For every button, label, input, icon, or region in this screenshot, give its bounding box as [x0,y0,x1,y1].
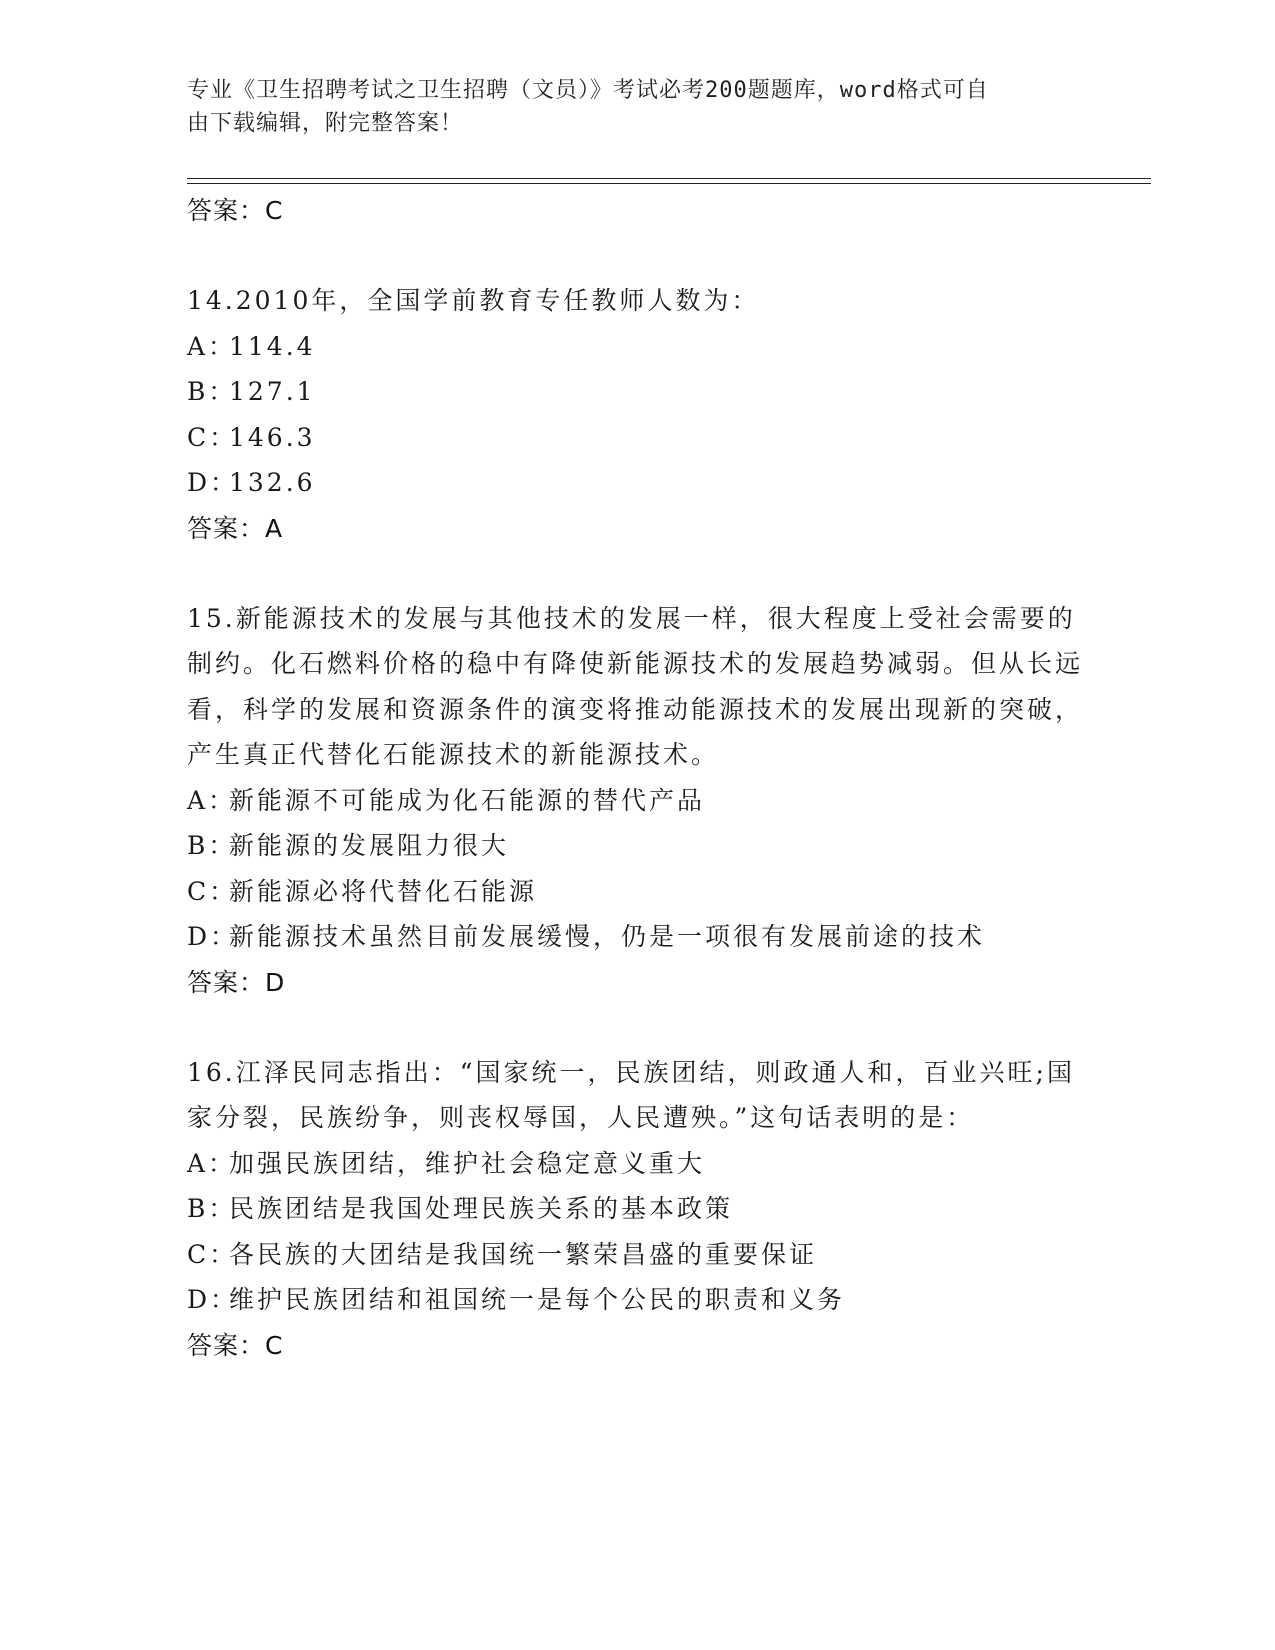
option-text: 各民族的大团结是我国统一繁荣昌盛的重要保证 [229,1239,818,1269]
option-label: A： [187,1148,237,1178]
answer-line: 答案：A [187,513,284,543]
option-label: B： [187,831,237,860]
header-line-1: 专业《卫生招聘考试之卫生招聘（文员）》考试必考200题题库，word格式可自 [187,78,989,103]
question-stem: 15.新能源技术的发展与其他技术的发展一样，很大程度上受社会需要的制约。化石燃料价格的稳中有降使新能源技术的发展趋势减弱。但从长远看，科学的发展和资源条件的演变将推动能源技术的发展出现新的突破，产生真正代替化石能源技术的新能源技术。 [187,603,1084,769]
option-label: C： [187,422,238,452]
option-label: D： [187,1285,239,1314]
option-label: A： [187,331,237,361]
option-c [187,415,1087,461]
header-divider-bottom [187,183,1151,184]
option-b [187,369,1087,415]
option-text: 新能源不可能成为化石能源的替代产品 [229,785,706,815]
option-c [187,1232,1087,1278]
question-16 [187,1050,1087,1368]
option-label: A： [187,785,237,815]
option-text: 新能源技术虽然目前发展缓慢，仍是一项很有发展前途的技术 [229,922,986,951]
option-text: 维护民族团结和祖国统一是每个公民的职责和义务 [229,1285,846,1314]
option-text: 新能源必将代替化石能源 [229,876,538,906]
option-a [187,1141,1087,1187]
option-label: D： [187,468,239,497]
option-b [187,1186,1087,1232]
option-d [187,1277,1087,1323]
option-label: B： [187,377,237,406]
option-c [187,869,1087,915]
option-text: 127.1 [229,377,316,406]
question-14 [187,278,1087,551]
option-text: 加强民族团结，维护社会稳定意义重大 [229,1148,706,1178]
option-b [187,823,1087,869]
option-d [187,460,1087,506]
option-a [187,778,1087,824]
question-list [187,188,1087,1368]
option-text: 民族团结是我国处理民族关系的基本政策 [229,1194,734,1223]
question-stem: 16.江泽民同志指出：“国家统一，民族团结，则政通人和，百业兴旺;国家分裂，民族纷争，则丧权辱国，人民遭殃。”这句话表明的是： [187,1057,1075,1132]
question-15 [187,596,1087,1005]
option-text: 132.6 [229,468,316,497]
question-stem: 14.2010年，全国学前教育专任教师人数为： [187,286,760,315]
option-label: C： [187,876,238,906]
option-text: 新能源的发展阻力很大 [229,831,510,860]
answer-line: 答案：D [187,967,286,997]
option-d [187,914,1087,960]
previous-answer: 答案：C [187,196,284,225]
option-label: D： [187,922,239,951]
header-line-2: 由下载编辑，附完整答案！ [187,111,464,136]
option-label: B： [187,1194,237,1223]
option-text: 114.4 [229,331,316,361]
option-text: 146.3 [229,422,316,452]
option-a [187,324,1087,370]
header-divider-top [187,178,1151,179]
document-header [187,74,1067,140]
option-label: C： [187,1239,238,1269]
answer-line: 答案：C [187,1330,284,1360]
